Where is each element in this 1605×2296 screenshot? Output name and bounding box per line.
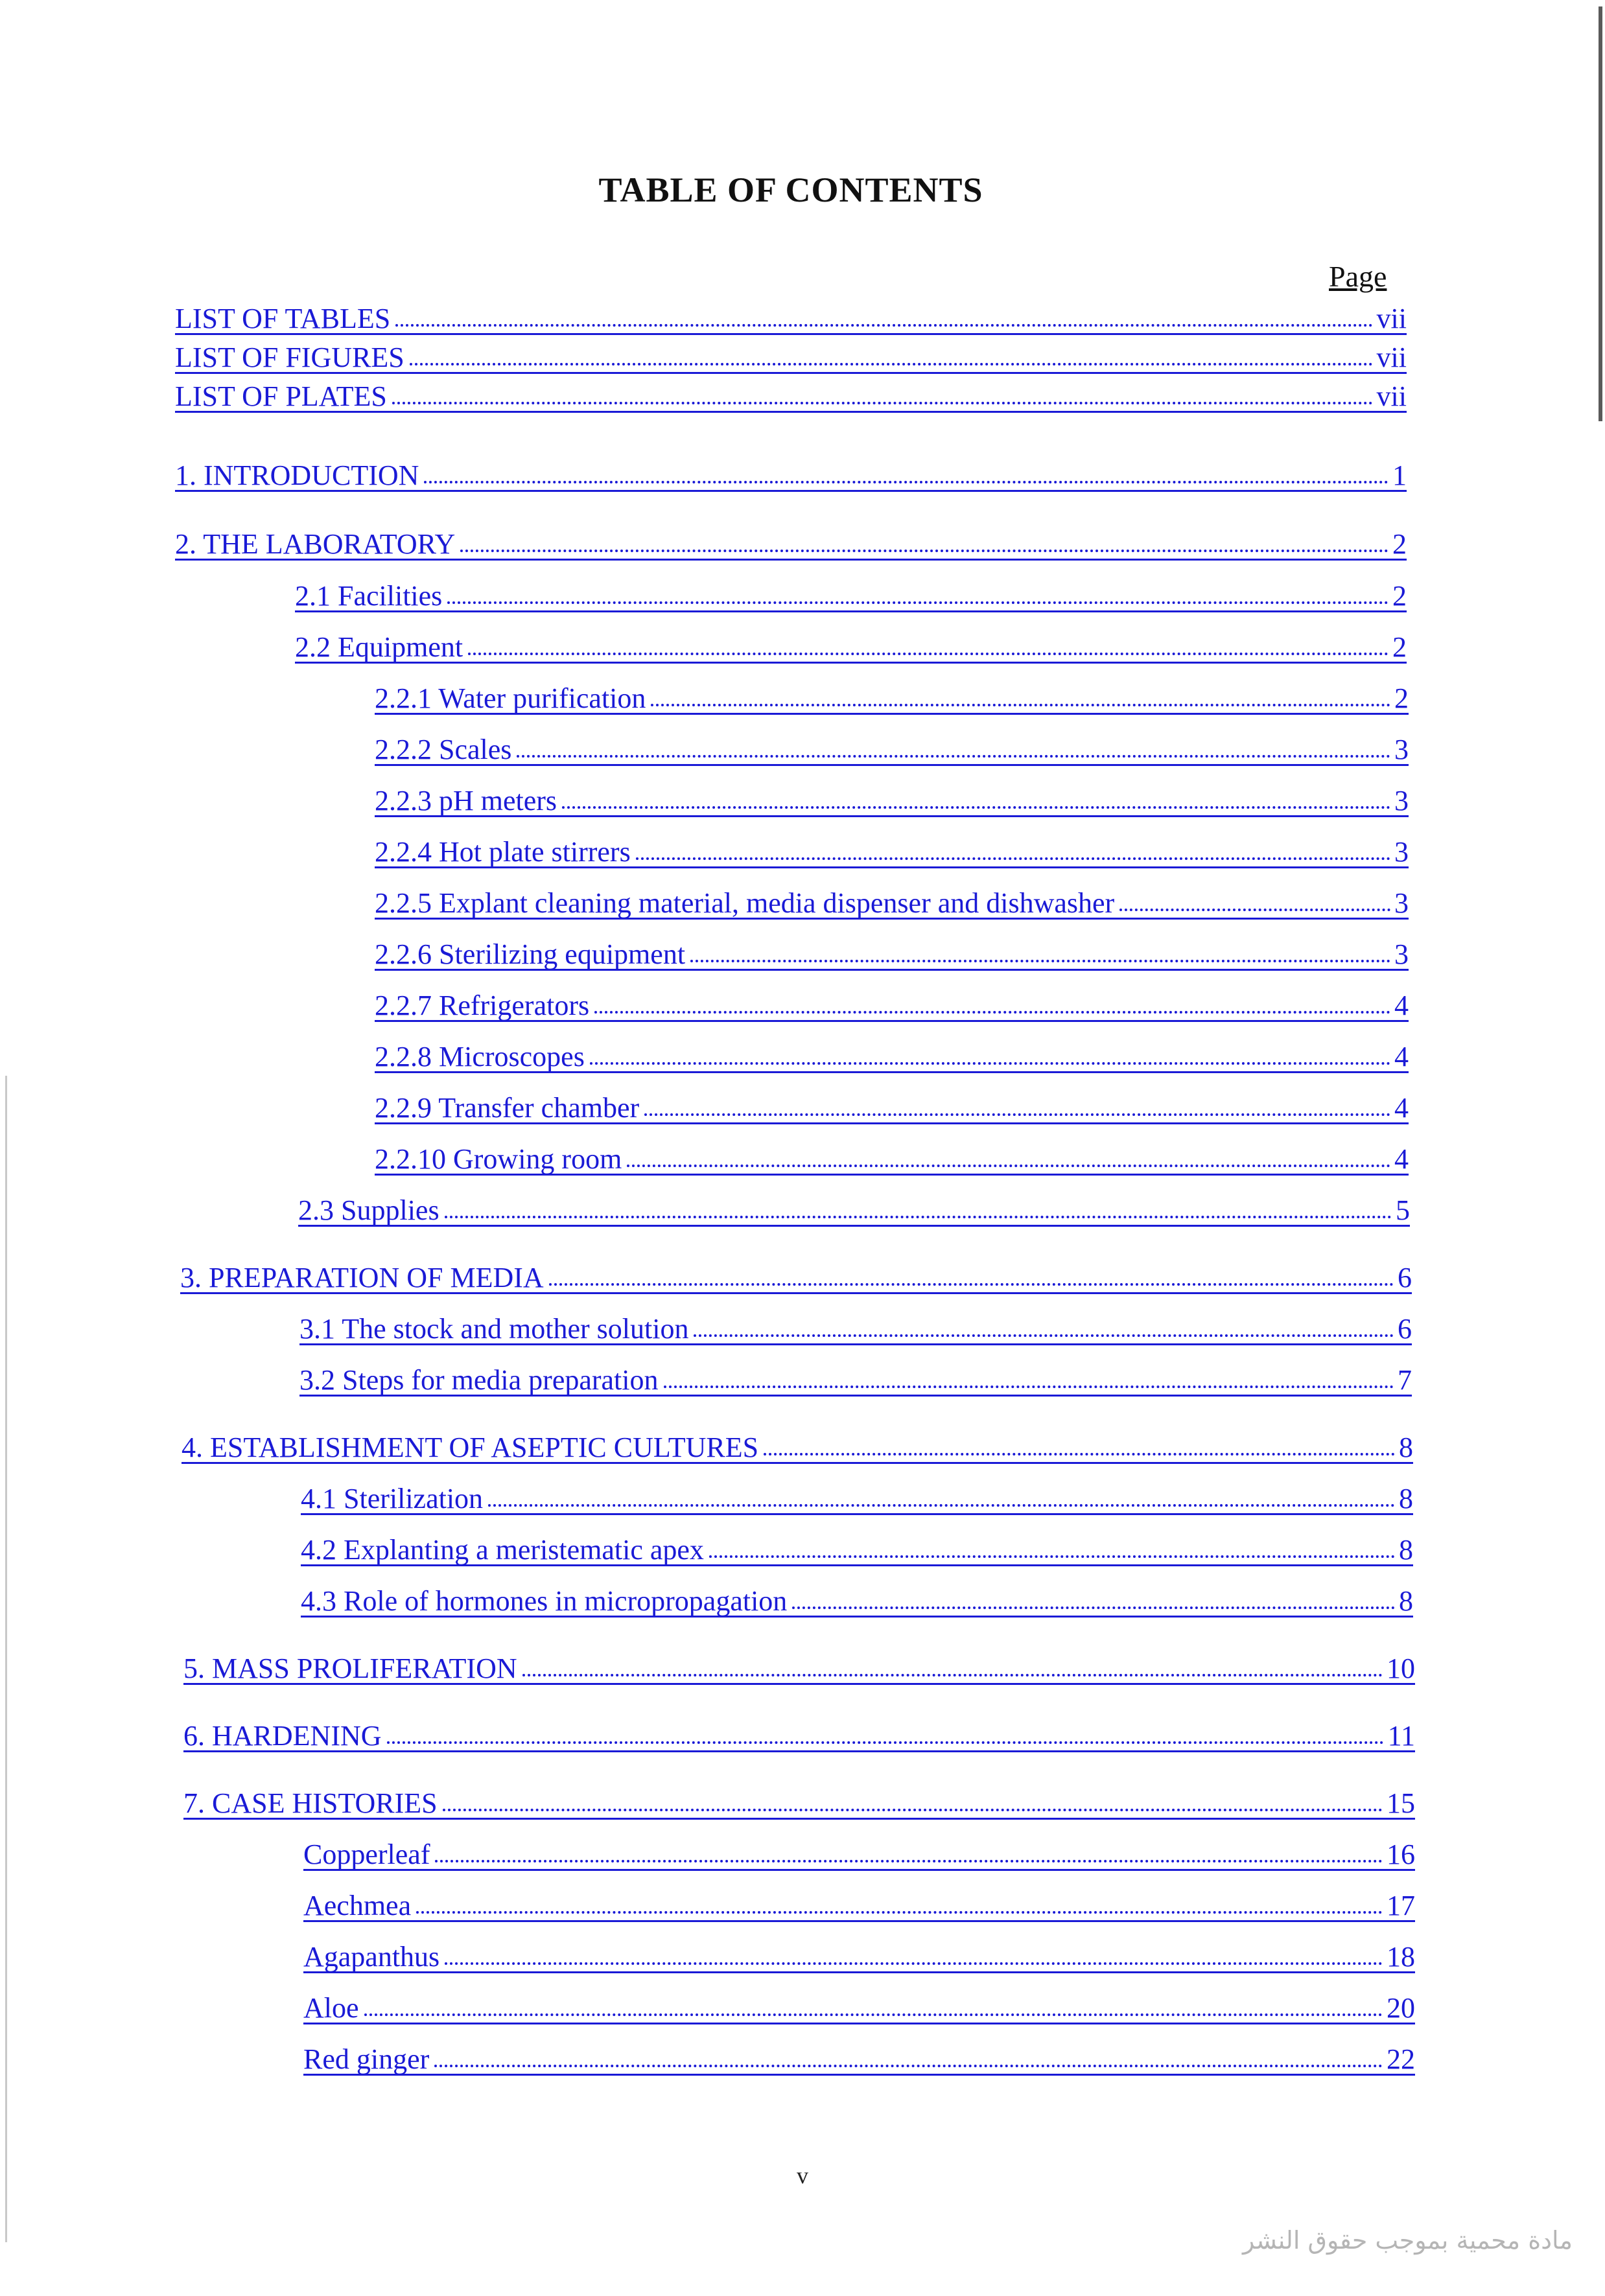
dot-leader <box>594 1008 1390 1014</box>
toc-entry-steps-media-preparation[interactable] <box>299 1358 1412 1397</box>
toc-page-number: 5 <box>1396 1194 1410 1226</box>
dot-leader <box>562 804 1390 809</box>
toc-label: 2. THE LABORATORY <box>175 528 456 560</box>
toc-label: 2.2 Equipment <box>295 631 463 663</box>
dot-leader <box>549 1281 1394 1286</box>
toc-page-number: 6 <box>1398 1262 1412 1293</box>
dot-leader <box>424 478 1388 483</box>
dot-leader <box>416 1908 1383 1914</box>
toc-entry-microscopes[interactable] <box>375 1035 1409 1073</box>
toc-entry-scales[interactable] <box>375 728 1409 766</box>
toc-entry-ph-meters[interactable] <box>375 779 1409 817</box>
toc-label: 2.3 Supplies <box>298 1194 439 1226</box>
toc-label: 2.2.5 Explant cleaning material, media dispenser and dishwasher <box>375 887 1115 919</box>
toc-label: LIST OF PLATES <box>175 380 387 412</box>
toc-page-number: 4 <box>1394 1041 1409 1073</box>
toc-page-number: 18 <box>1387 1941 1415 1973</box>
copyright-watermark: مادة محمية بموجب حقوق النشر <box>1242 2226 1573 2255</box>
toc-entry-list-of-plates[interactable] <box>175 375 1407 413</box>
toc-page-number: 2 <box>1392 528 1407 560</box>
toc-page-number: 3 <box>1394 836 1409 868</box>
toc-page-number: vii <box>1376 342 1407 373</box>
toc-label: 3.1 The stock and mother solution <box>299 1313 689 1345</box>
dot-leader <box>694 1332 1394 1337</box>
toc-entry-case-histories[interactable] <box>183 1781 1415 1820</box>
toc-page-number: 7 <box>1398 1364 1412 1396</box>
dot-leader <box>488 1502 1395 1507</box>
dot-leader <box>764 1450 1395 1455</box>
toc-label: 2.2.7 Refrigerators <box>375 990 590 1021</box>
dot-leader <box>522 1671 1383 1676</box>
dot-leader <box>651 701 1390 706</box>
dot-leader <box>395 321 1372 327</box>
toc-label: 7. CASE HISTORIES <box>183 1787 438 1819</box>
toc-page-number: 11 <box>1387 1720 1415 1752</box>
toc-page-number: 2 <box>1394 682 1409 714</box>
toc-label: 2.2.8 Microscopes <box>375 1041 585 1073</box>
toc-page-number: 15 <box>1387 1787 1415 1819</box>
page-title: TABLE OF CONTENTS <box>598 170 983 209</box>
toc-label: 2.2.6 Sterilizing equipment <box>375 938 686 970</box>
toc-page-number: 3 <box>1394 734 1409 765</box>
toc-label: 4.1 Sterilization <box>301 1483 484 1514</box>
dot-leader <box>690 957 1390 962</box>
toc-page-number: 4 <box>1394 990 1409 1021</box>
dot-leader <box>445 1213 1392 1218</box>
toc-entry-sterilizing-equipment[interactable] <box>375 933 1409 971</box>
dot-leader <box>392 399 1373 404</box>
dot-leader <box>792 1604 1395 1609</box>
dot-leader <box>410 360 1373 365</box>
toc-page-number: 20 <box>1387 1992 1415 2024</box>
toc-entry-equipment[interactable] <box>295 625 1407 664</box>
toc-page-number: 10 <box>1387 1652 1415 1684</box>
toc-page-number: 8 <box>1399 1483 1413 1514</box>
toc-page-number: 4 <box>1394 1092 1409 1124</box>
toc-entry-growing-room[interactable] <box>375 1137 1409 1176</box>
toc-label: Aechmea <box>303 1890 412 1921</box>
toc-entry-facilities[interactable] <box>295 574 1407 612</box>
toc-label: 3.2 Steps for media preparation <box>299 1364 659 1396</box>
toc-label: 2.1 Facilities <box>295 580 443 612</box>
toc-page-number: 2 <box>1392 580 1407 612</box>
toc-entry-list-of-tables[interactable] <box>175 297 1407 335</box>
toc-entry-agapanthus[interactable] <box>303 1935 1415 1973</box>
toc-label: 5. MASS PROLIFERATION <box>183 1652 517 1684</box>
toc-label: Agapanthus <box>303 1941 440 1973</box>
toc-page-number: 17 <box>1387 1890 1415 1921</box>
toc-entry-aseptic-cultures[interactable] <box>182 1426 1413 1464</box>
toc-entry-stock-mother-solution[interactable] <box>299 1307 1412 1345</box>
toc-entry-copperleaf[interactable] <box>303 1833 1415 1871</box>
dot-leader <box>447 599 1388 604</box>
toc-page-number: 6 <box>1398 1313 1412 1345</box>
toc-label: 2.2.4 Hot plate stirrers <box>375 836 631 868</box>
toc-page-number: 1 <box>1392 459 1407 491</box>
toc-entry-hardening[interactable] <box>183 1714 1415 1752</box>
toc-label: Red ginger <box>303 2043 430 2075</box>
toc-entry-aloe[interactable] <box>303 1986 1415 2024</box>
toc-page-number: 3 <box>1394 785 1409 817</box>
toc-entry-hot-plate-stirrers[interactable] <box>375 830 1409 868</box>
toc-entry-water-purification[interactable] <box>375 677 1409 715</box>
toc-page-number: 22 <box>1387 2043 1415 2075</box>
dot-leader <box>636 855 1390 860</box>
toc-page-number: 8 <box>1399 1432 1413 1463</box>
dot-leader <box>434 2062 1383 2067</box>
toc-page-number: 8 <box>1399 1585 1413 1617</box>
dot-leader <box>590 1060 1390 1065</box>
toc-label: LIST OF FIGURES <box>175 342 404 373</box>
toc-entry-refrigerators[interactable] <box>375 984 1409 1022</box>
toc-entry-supplies[interactable] <box>298 1189 1410 1227</box>
toc-entry-mass-proliferation[interactable] <box>183 1647 1415 1685</box>
toc-page-number: 2 <box>1392 631 1407 663</box>
toc-label: 3. PREPARATION OF MEDIA <box>180 1262 544 1293</box>
toc-label: 4. ESTABLISHMENT OF ASEPTIC CULTURES <box>182 1432 759 1463</box>
toc-page-number: 3 <box>1394 887 1409 919</box>
toc-page-number: 3 <box>1394 938 1409 970</box>
toc-label: 1. INTRODUCTION <box>175 459 419 491</box>
page-column-header: Page <box>1329 260 1387 293</box>
dot-leader <box>445 1960 1383 1965</box>
footer-page-number: v <box>797 2163 808 2188</box>
toc-entry-introduction[interactable] <box>175 454 1407 492</box>
dot-leader <box>627 1162 1390 1167</box>
toc-label: Copperleaf <box>303 1838 430 1870</box>
toc-label: 2.2.3 pH meters <box>375 785 557 817</box>
toc-label: 6. HARDENING <box>183 1720 382 1752</box>
toc-label: 4.3 Role of hormones in micropropagation <box>301 1585 788 1617</box>
toc-label: 2.2.1 Water purification <box>375 682 646 714</box>
toc-page-number: vii <box>1376 380 1407 412</box>
toc-page-number: 16 <box>1387 1838 1415 1870</box>
toc-label: 4.2 Explanting a meristematic apex <box>301 1534 704 1566</box>
toc-entry-red-ginger[interactable] <box>303 2037 1415 2076</box>
toc-entry-the-laboratory[interactable] <box>175 522 1407 561</box>
toc-entry-list-of-figures[interactable] <box>175 336 1407 374</box>
dot-leader <box>468 650 1388 655</box>
toc-label: Aloe <box>303 1992 359 2024</box>
toc-entry-transfer-chamber[interactable] <box>375 1086 1409 1124</box>
dot-leader <box>435 1857 1383 1862</box>
toc-entry-role-of-hormones[interactable] <box>301 1579 1413 1618</box>
toc-label: LIST OF TABLES <box>175 303 391 334</box>
toc-entry-explant-cleaning[interactable] <box>375 881 1409 920</box>
dot-leader <box>364 2011 1383 2016</box>
toc-page-number: vii <box>1376 303 1407 334</box>
dot-leader <box>709 1553 1395 1558</box>
toc-label: 2.2.9 Transfer chamber <box>375 1092 640 1124</box>
toc-entry-meristematic-apex[interactable] <box>301 1528 1413 1566</box>
toc-entry-aechmea[interactable] <box>303 1884 1415 1922</box>
toc-page-number: 4 <box>1394 1143 1409 1175</box>
dot-leader <box>443 1806 1383 1811</box>
dot-leader <box>1119 906 1390 911</box>
dot-leader <box>664 1383 1394 1388</box>
toc-label: 2.2.2 Scales <box>375 734 512 765</box>
toc-page-number: 8 <box>1399 1534 1413 1566</box>
dot-leader <box>517 752 1390 758</box>
toc-entry-sterilization[interactable] <box>301 1477 1413 1515</box>
toc-label: 2.2.10 Growing room <box>375 1143 622 1175</box>
dot-leader <box>460 547 1388 552</box>
dot-leader <box>387 1739 1384 1744</box>
dot-leader <box>644 1111 1390 1116</box>
toc-entry-preparation-of-media[interactable] <box>180 1256 1412 1294</box>
